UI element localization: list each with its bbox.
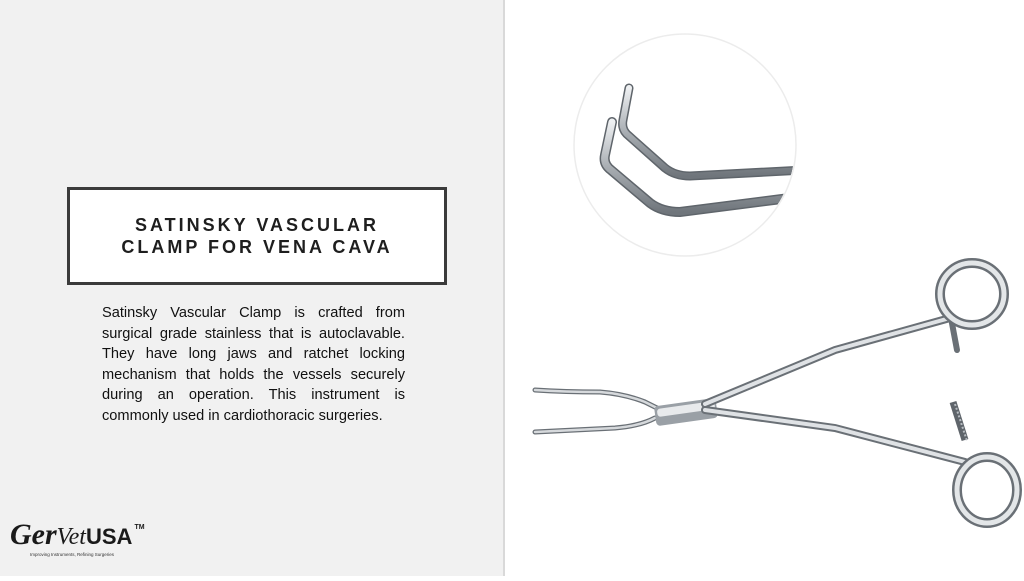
product-image-area <box>505 0 1024 576</box>
logo-vet: Vet <box>56 524 86 550</box>
left-panel <box>0 0 503 576</box>
gervetusa-logo <box>10 518 160 568</box>
product-description: Satinsky Vascular Clamp is crafted from surgical grade stainless that is autoclavable. They have long jaws and ratchet locking mechanism that holds the vessels securely during an operation. This instrument is commonly used in cardiothoracic surgeries. <box>102 305 405 424</box>
logo-wordmark <box>10 518 145 552</box>
page-title: SATINSKY VASCULAR CLAMP FOR VENA CAVA <box>121 215 393 257</box>
logo-trademark: TM <box>134 524 145 531</box>
logo-ger: Ger <box>10 518 57 551</box>
clamp-jaw-closeup-icon <box>574 34 805 256</box>
logo-usa: USA <box>85 524 133 549</box>
satinsky-clamp-icon <box>535 263 1017 523</box>
logo-tagline: Improving Instruments, Refining Surgeries <box>30 552 115 557</box>
title-box <box>67 187 447 285</box>
